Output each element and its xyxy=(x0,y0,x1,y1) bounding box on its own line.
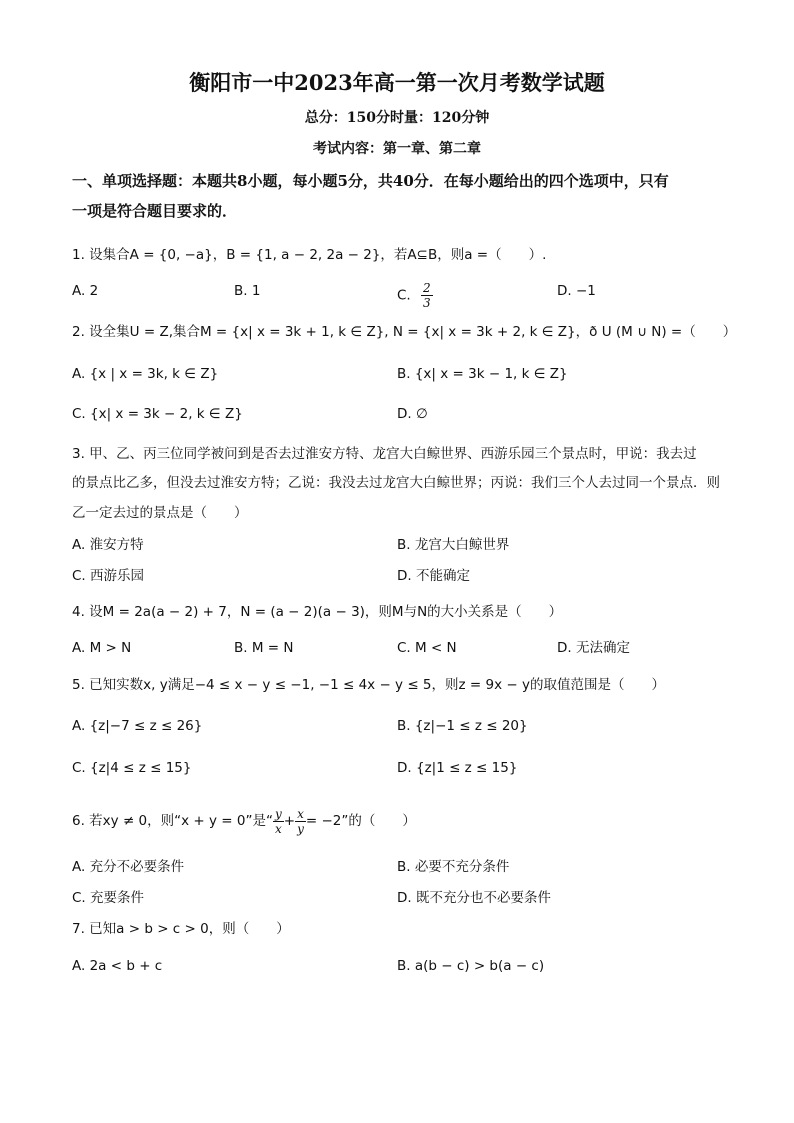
question-2-option-b: B. {x| x = 3k − 1, k ∈ Z} xyxy=(397,366,568,382)
question-3-option-b: B. 龙宫大白鲸世界 xyxy=(397,537,510,553)
question-6-option-c: C. 充要条件 xyxy=(72,890,145,906)
question-7-stem: 7. 已知a > b > c > 0，则（ ） xyxy=(72,921,290,937)
question-1-option-c-fraction xyxy=(421,281,433,310)
question-3-stem-line2: 的景点比乙多，但没去过淮安方特；乙说：我没去过龙宫大白鲸世界；丙说：我们三个人去过同一个景点．则 xyxy=(72,475,720,491)
section-heading-line1: 一、单项选择题：本题共8小题，每小题5分，共40分．在每小题给出的四个选项中，只有 xyxy=(72,172,669,190)
question-2-option-d: D. ∅ xyxy=(397,406,428,422)
fraction-numerator: x xyxy=(297,806,304,821)
fraction-numerator: 2 xyxy=(423,281,431,295)
question-4-stem: 4. 设M = 2a(a − 2) + 7，N = (a − 2)(a − 3)，则M与N的大小关系是（ ） xyxy=(72,604,563,620)
fraction-denominator: y xyxy=(297,821,304,836)
question-3-option-c: C. 西游乐园 xyxy=(72,568,145,584)
question-1-option-c xyxy=(397,281,433,310)
section-heading-line2: 一项是符合题目要求的． xyxy=(72,202,238,220)
question-1-stem: 1. 设集合A = {0, −a}，B = {1, a − 2, 2a − 2}，若A⊆B，则a =（ ）. xyxy=(72,247,547,263)
question-6-option-b: B. 必要不充分条件 xyxy=(397,859,510,875)
question-4-option-a: A. M > N xyxy=(72,640,132,656)
question-3-option-a: A. 淮安方特 xyxy=(72,537,144,553)
question-1-option-b: B. 1 xyxy=(234,283,261,299)
question-2-option-a: A. {x | x = 3k, k ∈ Z} xyxy=(72,366,219,382)
question-3-stem-line1: 3. 甲、乙、丙三位同学被问到是否去过淮安方特、龙宫大白鲸世界、西游乐园三个景点时，甲说：我去过 xyxy=(72,446,697,462)
question-6-stem-post: = −2”的（ ） xyxy=(305,813,416,829)
question-2-option-c: C. {x| x = 3k − 2, k ∈ Z} xyxy=(72,406,243,422)
question-7-option-a: A. 2a < b + c xyxy=(72,958,163,974)
question-5-option-c: C. {z|4 ≤ z ≤ 15} xyxy=(72,760,192,776)
question-6-stem-pre: 6. 若xy ≠ 0，则“x + y = 0”是“ xyxy=(72,813,273,829)
question-5-stem: 5. 已知实数x, y满足−4 ≤ x − y ≤ −1, −1 ≤ 4x − y ≤ 5，则z = 9x − y的取值范围是（ ） xyxy=(72,677,665,693)
question-4-option-c: C. M < N xyxy=(397,640,457,656)
question-1-option-c-label: C. xyxy=(397,287,411,304)
question-6-fraction-x-over-y xyxy=(295,807,306,836)
question-4-option-d: D. 无法确定 xyxy=(557,640,630,656)
question-5-option-b: B. {z|−1 ≤ z ≤ 20} xyxy=(397,718,528,734)
question-6-fraction-y-over-x xyxy=(273,807,284,836)
question-5-option-a: A. {z|−7 ≤ z ≤ 26} xyxy=(72,718,203,734)
question-3-stem-line3: 乙一定去过的景点是（ ） xyxy=(72,505,248,521)
question-6-option-d: D. 既不充分也不必要条件 xyxy=(397,890,551,906)
question-7-option-b: B. a(b − c) > b(a − c) xyxy=(397,958,545,974)
fraction-denominator: x xyxy=(274,821,282,836)
exam-title: 衡阳市一中2023年高一第一次月考数学试题 xyxy=(189,70,605,95)
question-6-option-a: A. 充分不必要条件 xyxy=(72,859,185,875)
question-6-plus: + xyxy=(283,813,296,829)
question-5-option-d: D. {z|1 ≤ z ≤ 15} xyxy=(397,760,518,776)
question-6-stem xyxy=(72,806,416,836)
question-1-option-a: A. 2 xyxy=(72,283,99,299)
exam-content-scope: 考试内容：第一章、第二章 xyxy=(313,141,481,157)
question-3-option-d: D. 不能确定 xyxy=(397,568,470,584)
question-4-option-b: B. M = N xyxy=(234,640,294,656)
fraction-denominator: 3 xyxy=(423,296,431,310)
question-1-option-d: D. −1 xyxy=(557,283,596,299)
exam-score-time: 总分：150分时量：120分钟 xyxy=(304,110,490,126)
question-2-stem: 2. 设全集U = Z,集合M = {x| x = 3k + 1, k ∈ Z}, N = {x| x = 3k + 2, k ∈ Z}，ð U (M ∪ N) =（ ） xyxy=(72,324,737,340)
fraction-numerator: y xyxy=(274,806,282,821)
